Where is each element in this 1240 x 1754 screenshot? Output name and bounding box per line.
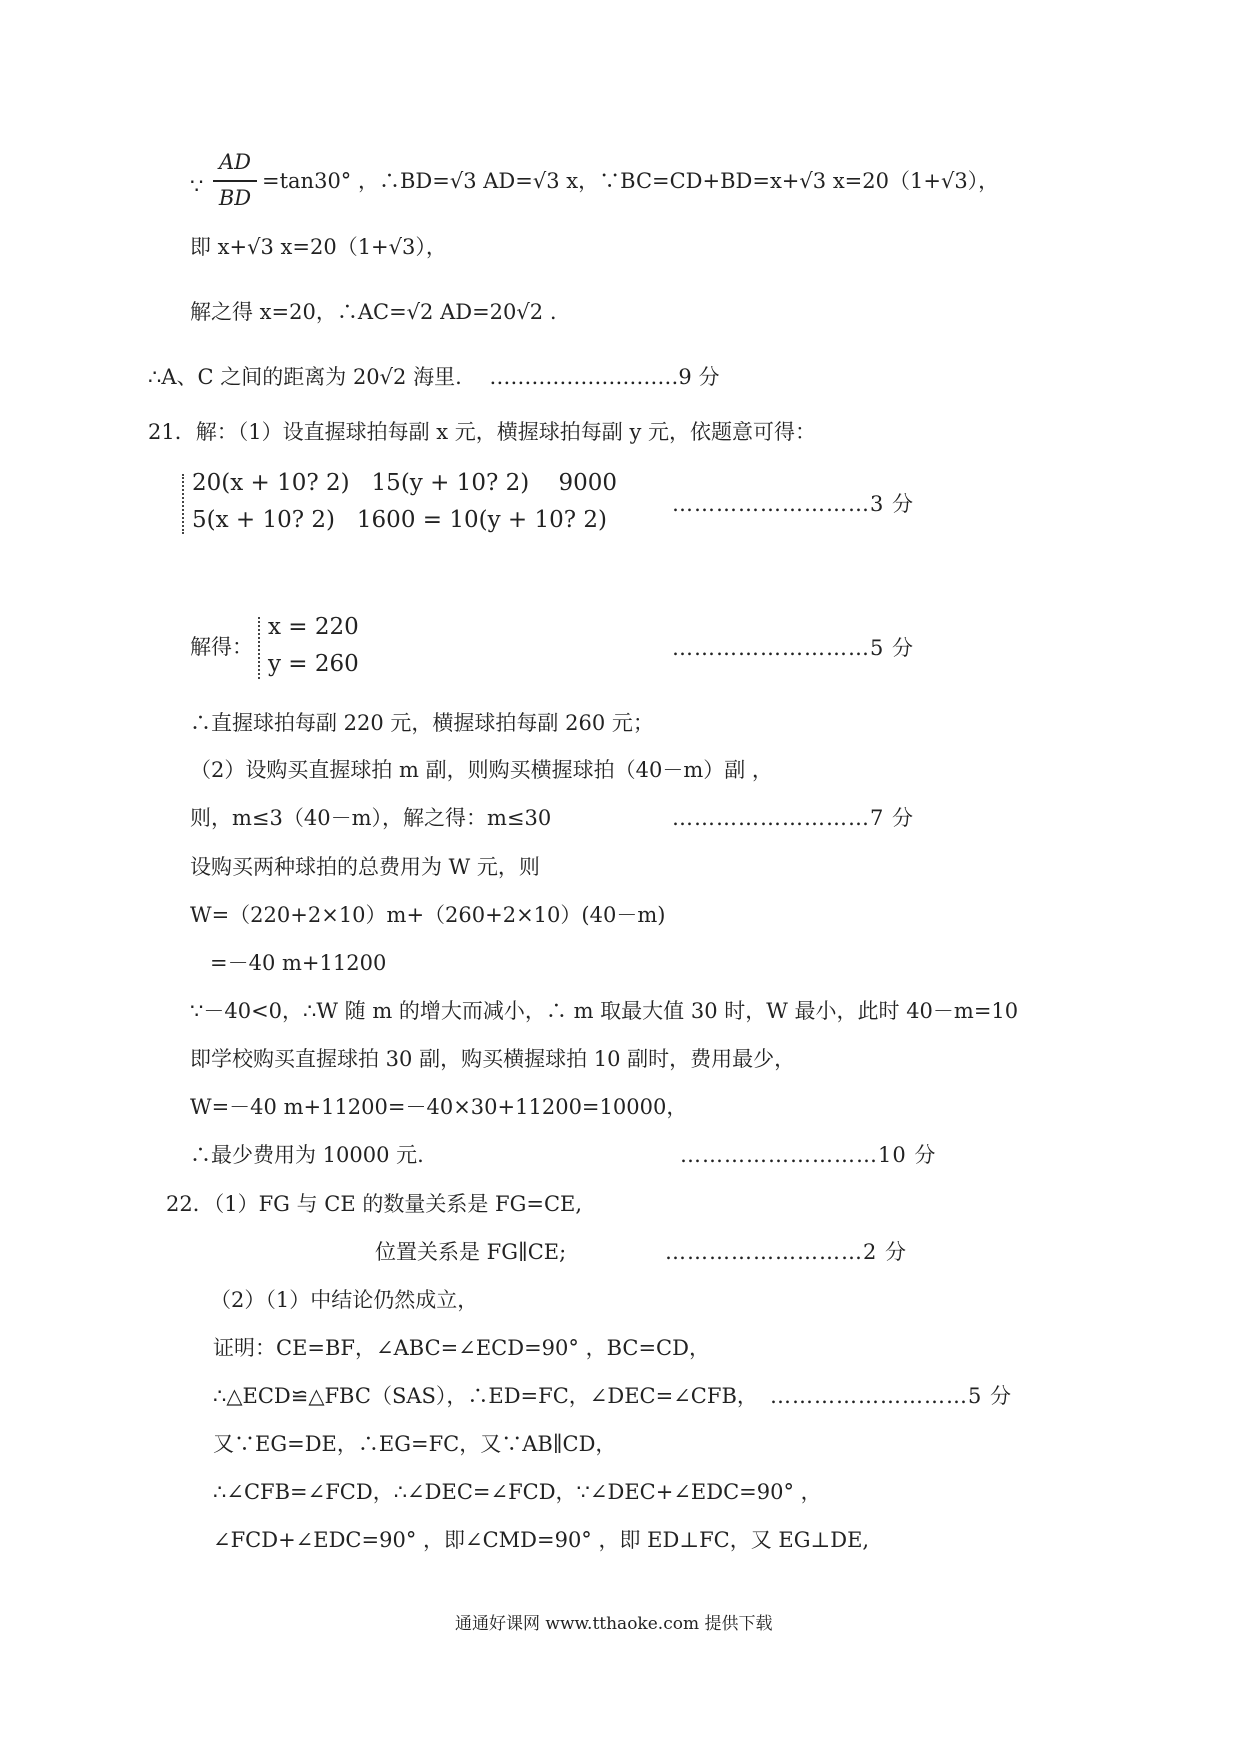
purchase-conclusion: 即学校购买直握球拍 30 副，购买横握球拍 10 副时，费用最少， (190, 1047, 796, 1071)
price-conclusion: ∴直握球拍每副 220 元，横握球拍每副 260 元； (190, 711, 654, 735)
part2-setup: （2）设购买直握球拍 m 副，则购买横握球拍（40－m）副 ， (190, 758, 773, 782)
monotonic-reasoning: ∵－40<0，∴W 随 m 的增大而减小，∴ m 取最大值 30 时，W 最小，此时 40－m=10 (190, 999, 1019, 1023)
system1-row1: 20(x + 10? 2) 15(y + 10? 2) 9000 (192, 470, 617, 496)
proof-line-2: ∴△ECD≌△FBC（SAS），∴ED=FC，∠DEC=∠CFB， (213, 1384, 758, 1408)
score-5a: ………………………5 分 (672, 636, 915, 660)
score-10: ………………………10 分 (680, 1143, 937, 1167)
distance-conclusion: ∴A、C 之间的距离为 20√2 海里. ………………………9 分 (148, 365, 720, 389)
proof-line-3: 又∵EG=DE，∴EG=FC，又∵AB∥CD， (213, 1432, 617, 1456)
system-brace-2 (258, 617, 266, 679)
min-cost-calc: W=－40 m+11200=－40×30+11200=10000， (190, 1095, 688, 1119)
solution-label: 解得： (190, 635, 253, 659)
min-cost-conclusion: ∴最少费用为 10000 元. (190, 1143, 424, 1167)
inequality-line: 则，m≤3（40－m），解之得：m≤30 (190, 806, 552, 830)
system1-row2: 5(x + 10? 2) 1600 = 10(y + 10? 2) (192, 507, 607, 533)
cost-simplified: =－40 m+11200 (210, 951, 387, 975)
fraction-bar (213, 180, 257, 182)
because-symbol: ∵ (190, 174, 204, 198)
q22-position-relation: 位置关系是 FG∥CE; (375, 1240, 567, 1264)
score-3: ………………………3 分 (672, 492, 915, 516)
q21-heading: 21．解：（1）设直握球拍每副 x 元，横握球拍每副 y 元，依题意可得： (148, 420, 816, 444)
q22-part1: 22．（1）FG 与 CE 的数量关系是 FG=CE, (166, 1192, 583, 1216)
system2-row2: y = 260 (268, 651, 359, 677)
score-2: ………………………2 分 (665, 1240, 908, 1264)
fraction-denominator: BD (218, 186, 252, 210)
system2-row1: x = 220 (268, 614, 359, 640)
fraction-numerator: AD (218, 150, 251, 174)
solution-line-x: 解之得 x=20，∴AC=√2 AD=20√2 . (190, 300, 557, 324)
proof-line-5: ∠FCD+∠EDC=90° ，即∠CMD=90° ，即 ED⊥FC，又 EG⊥DE, (213, 1528, 870, 1552)
system-brace-1 (182, 474, 190, 534)
cost-setup: 设购买两种球拍的总费用为 W 元，则 (190, 855, 540, 879)
page-footer: 通通好课网 www.tthaoke.com 提供下载 (455, 1614, 773, 1634)
q22-part2: （2）（1）中结论仍然成立， (210, 1288, 479, 1312)
proof-line-4: ∴∠CFB=∠FCD，∴∠DEC=∠FCD，∵∠DEC+∠EDC=90° ， (213, 1480, 822, 1504)
equation-line-2: 即 x+√3 x=20（1+√3）， (190, 235, 447, 259)
score-7: ………………………7 分 (672, 806, 915, 830)
score-5b: ………………………5 分 (770, 1384, 1013, 1408)
cost-formula: W=（220+2×10）m+（260+2×10）(40－m) (190, 903, 666, 927)
proof-line-1: 证明：CE=BF，∠ABC=∠ECD=90° ，BC=CD， (213, 1336, 710, 1360)
equation-line-1: =tan30° ，∴BD=√3 AD=√3 x，∵BC=CD+BD=x+√3 x=20（1+√3）， (262, 169, 1000, 193)
